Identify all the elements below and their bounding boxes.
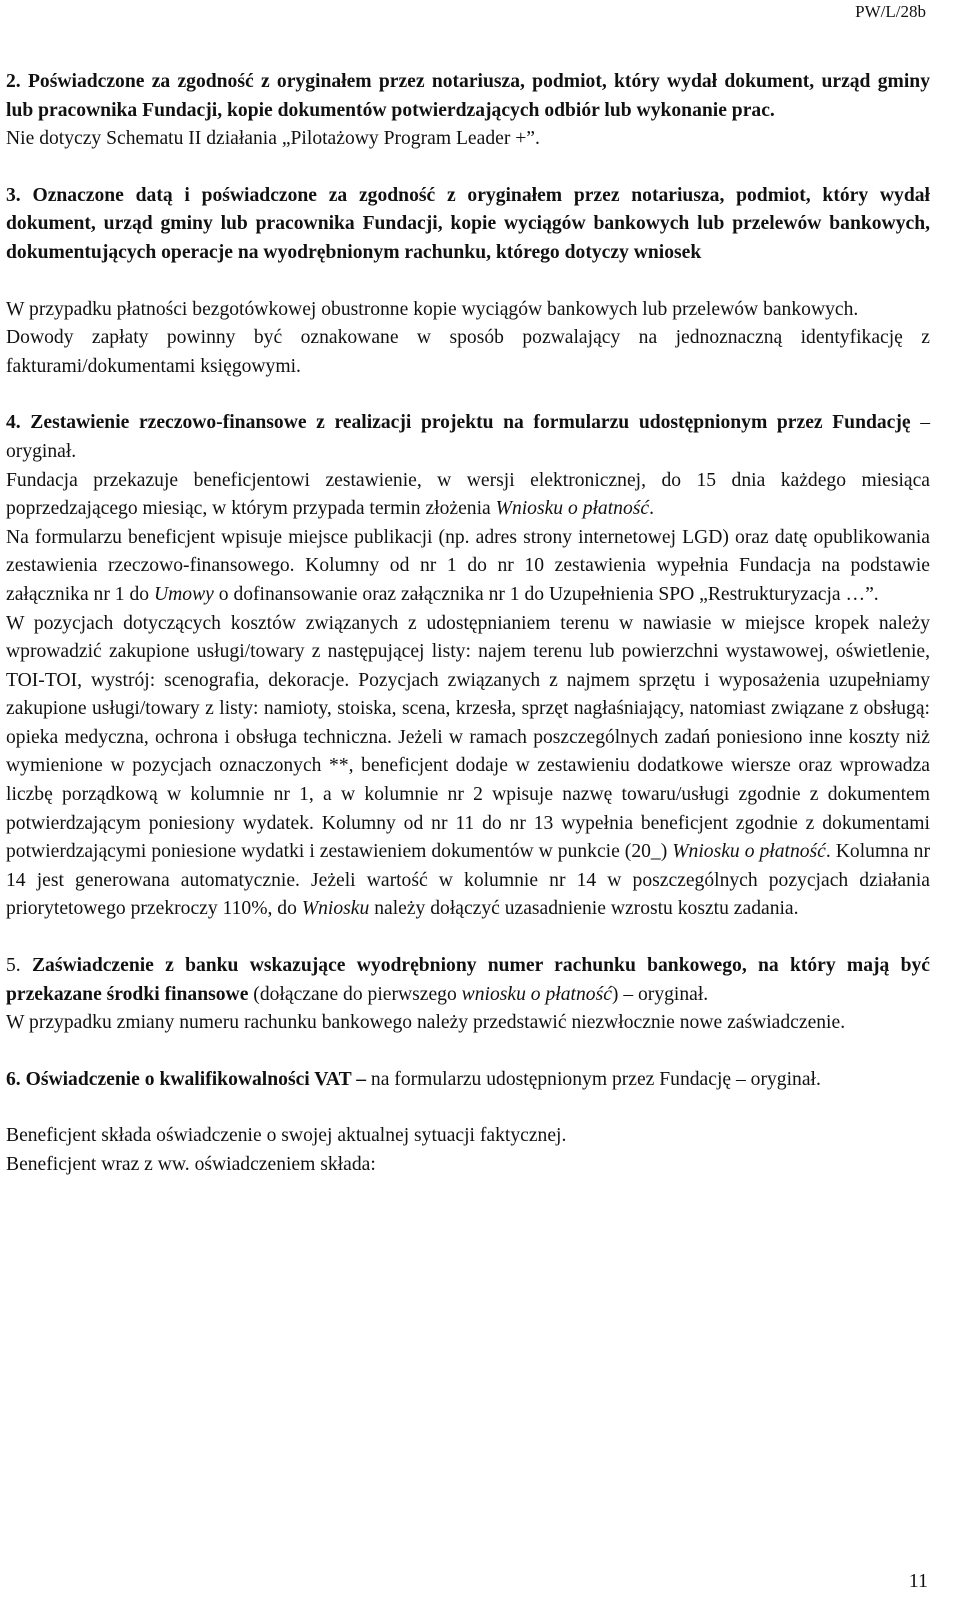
section-3-paragraph-2: Dowody zapłaty powinny być oznakowane w sposób pozwalający na jednoznaczną identyfikację z fakturami/dokumentami księgowymi. <box>6 327 930 377</box>
section-6-paragraph-1: Beneficjent składa oświadczenie o swojej aktualnej sytuacji faktycznej. <box>6 1125 567 1147</box>
section-5-title: 5. Zaświadczenie z banku wskazujące wyodrębniony numer rachunku bankowego, na który mają być przekazane środki finansowe (dołączane do pierwszego wniosku o płatność) – oryginał. <box>6 955 930 1005</box>
section-3-title: 3. Oznaczone datą i poświadczone za zgodność z oryginałem przez notariusza, podmiot, który wydał dokument, urząd gminy lub pracownika Fundacji, kopie wyciągów bankowych lub przelewów bankowych, dokumentujących operacje na wyodrębnionym rachunku, którego dotyczy wniosek <box>6 184 930 263</box>
document-code: PW/L/28b <box>855 2 926 21</box>
page-number: 11 <box>908 1570 928 1592</box>
section-4-paragraph-1: Fundacja przekazuje beneficjentowi zestawienie, w wersji elektronicznej, do 15 dnia każdego miesiąca poprzedzającego miesiąc, w którym przypada termin złożenia Wniosku o płatność. <box>6 469 930 520</box>
section-4-title: 4. Zestawienie rzeczowo-finansowe z realizacji projektu na formularzu udostępnionym przez Fundację – oryginał. <box>6 412 931 462</box>
section-2-note: Nie dotyczy Schematu II działania „Pilotażowy Program Leader +”. <box>6 128 540 150</box>
section-4-paragraph-2: Na formularzu beneficjent wpisuje miejsce publikacji (np. adres strony internetowej LGD) oraz datę opublikowania zestawienia rzeczowo-finansowego. Kolumny od nr 1 do nr 10 zestawienia wypełnia Fundacja na podstawie załącznika nr 1 do Umowy o dofinansowanie oraz załącznika nr 1 do Uzupełnienia SPO „Restrukturyzacja …”. <box>6 526 930 605</box>
section-2-title: 2. Poświadczone za zgodność z oryginałem przez notariusza, podmiot, który wydał dokument, urząd gminy lub pracownika Fundacji, kopie dokumentów potwierdzających odbiór lub wykonanie prac. <box>6 71 930 121</box>
section-6-paragraph-2: Beneficjent wraz z ww. oświadczeniem składa: <box>6 1154 376 1175</box>
section-3-paragraph-1: W przypadku płatności bezgotówkowej obustronne kopie wyciągów bankowych lub przelewów bankowych. <box>6 298 859 320</box>
section-4-paragraph-3: W pozycjach dotyczących kosztów związanych z udostępnianiem terenu w nawiasie w miejsce kropek należy wprowadzić zakupione usługi/towary z następującej listy: najem terenu lub powierzchni wystawowej, oświetlenie, TOI-TOI, wystrój: scenografia, dekoracje. Pozycjach związanych z najmem sprzętu i wyposażenia uzupełniamy zakupione usługi/towary z listy: namioty, stoiska, scena, krzesła, sprzęt nagłaśniający, natomiast związane z obsługą: opieka medyczna, ochrona i obsługa techniczna. Jeżeli w ramach poszczególnych zadań poniesiono inne koszty niż wymienione w pozycjach oznaczonych **, beneficjent dodaje w zestawieniu dodatkowe wiersze oraz wprowadza liczbę porządkową w kolumnie nr 1, a w kolumnie nr 2 wpisuje nazwę towaru/usługi zgodnie z dokumentem potwierdzającym poniesiony wydatek. Kolumny od nr 11 do nr 13 wypełnia beneficjent zgodnie z dokumentami potwierdzającymi poniesione wydatki i zestawieniem dokumentów w punkcie (20_) Wniosku o płatność. Kolumna nr 14 jest generowana automatycznie. Jeżeli wartość w kolumnie nr 14 w poszczególnych pozycjach działania priorytetowego przekroczy 110%, do Wniosku należy dołączyć uzasadnienie wzrostu kosztu zadania. <box>6 612 930 920</box>
section-6-title: 6. Oświadczenie o kwalifikowalności VAT – na formularzu udostępnionym przez Fundację – oryginał. <box>6 1068 821 1090</box>
section-5-paragraph-1: W przypadku zmiany numeru rachunku bankowego należy przedstawić niezwłocznie nowe zaświadczenie. <box>6 1012 846 1034</box>
document-body <box>6 68 930 1180</box>
